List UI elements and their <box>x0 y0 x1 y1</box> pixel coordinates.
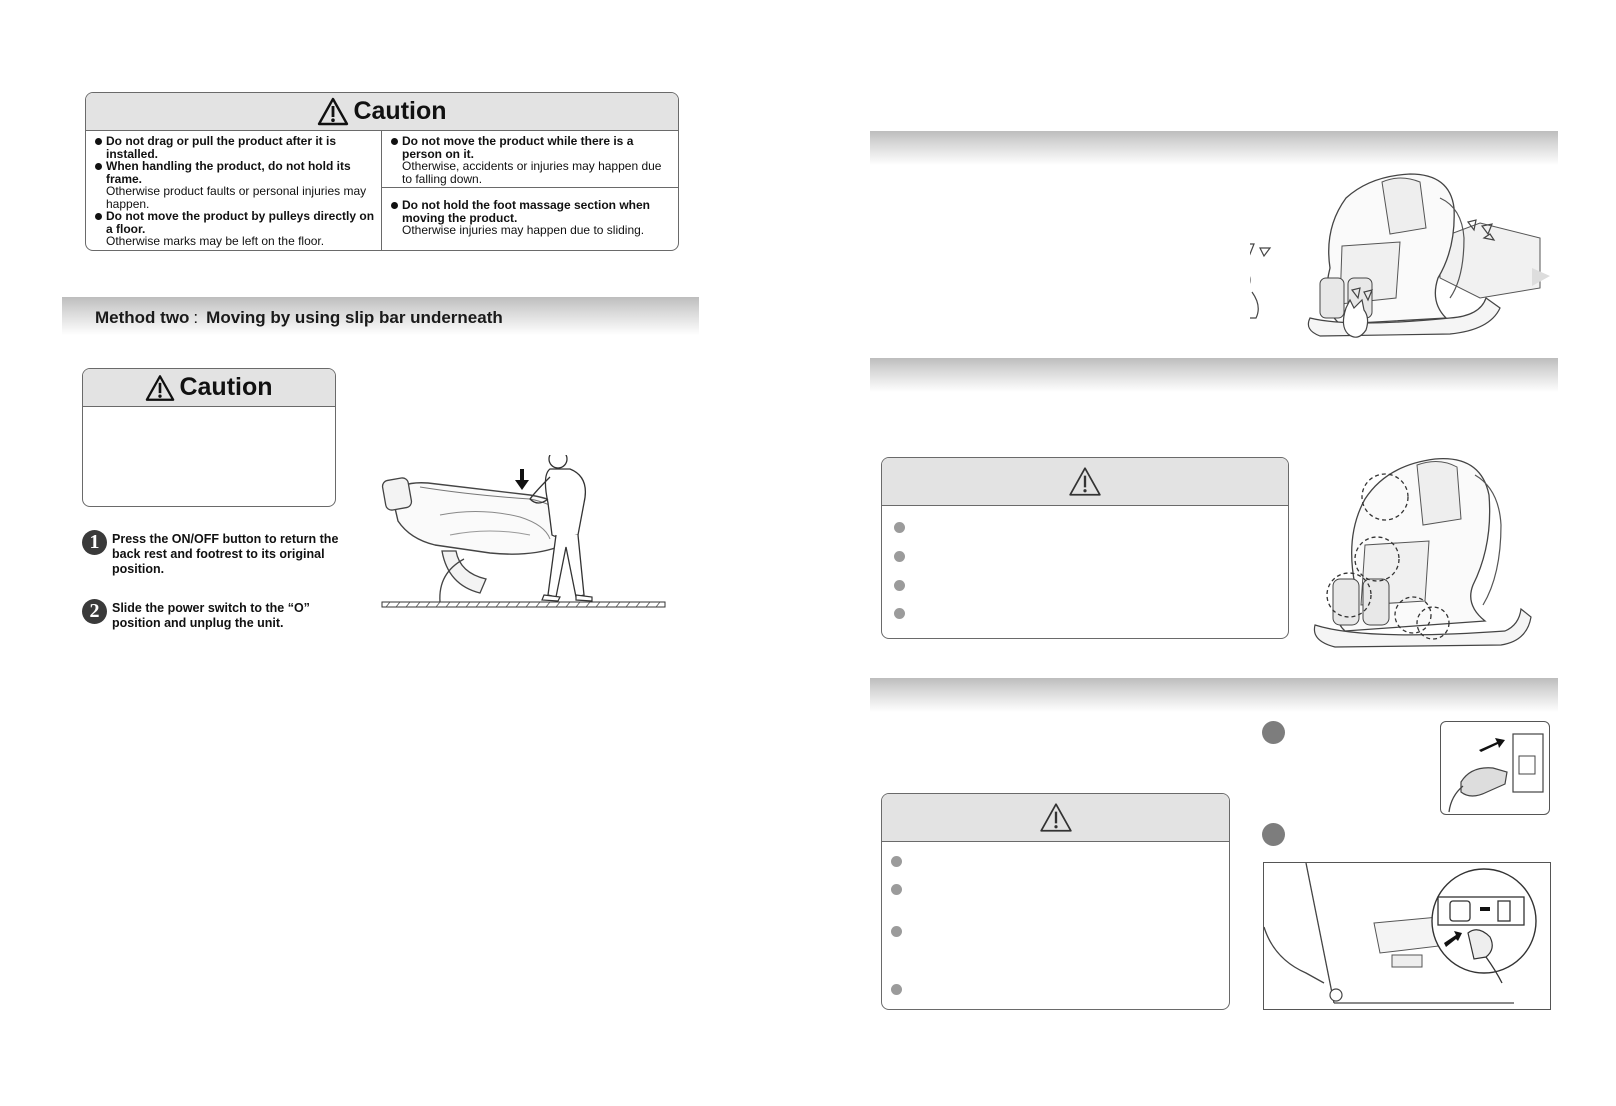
caution-item-person: Do not move the product while there is a person on it. Otherwise, accidents or injuries may happen due to falling down. <box>391 135 672 185</box>
child-pet-safety-illustration <box>1250 168 1550 358</box>
warning-triangle-icon <box>1039 802 1073 833</box>
step-1 <box>82 530 342 577</box>
caution-header <box>882 794 1229 842</box>
plug-wall-socket-frame <box>1440 721 1550 815</box>
plug-wall-socket-illustration <box>1441 722 1549 814</box>
caution-header <box>83 369 335 407</box>
step-2 <box>82 599 342 631</box>
caution-title: Caution <box>353 97 447 125</box>
step-text: Slide the power switch to the “O” position and unplug the unit. <box>112 601 310 630</box>
caution-box-power <box>881 793 1230 1010</box>
step-text: Press the ON/OFF button to return the back rest and footrest to its original position. <box>112 532 339 576</box>
caution-header <box>86 93 678 131</box>
bullet <box>891 856 902 867</box>
bullet <box>894 551 905 562</box>
bullet <box>891 984 902 995</box>
down-arrow-icon <box>515 469 529 490</box>
bullet <box>894 522 905 533</box>
method-two-section-bar <box>62 297 699 335</box>
warning-triangle-icon <box>317 97 349 126</box>
caution-box-slip-bar <box>82 368 336 507</box>
step-number: 1 <box>82 530 107 555</box>
caution-box-moving <box>85 92 679 251</box>
step-circle-2 <box>1262 823 1285 846</box>
bullet <box>891 926 902 937</box>
tilting-chair-illustration <box>380 455 670 615</box>
bullet <box>891 884 902 895</box>
caution-box-pinch-points <box>881 457 1289 639</box>
caution-item-frame: When handling the product, do not hold its frame. Otherwise product faults or personal injuries may happen. <box>95 160 375 210</box>
method-two-label: Method two <box>95 308 190 327</box>
bullet <box>894 608 905 619</box>
method-two-separator: : <box>193 308 199 327</box>
plug-arrow-icon <box>1479 738 1505 752</box>
caution-header <box>882 458 1288 506</box>
caution-item-pulleys: Do not move the product by pulleys directly on a floor. Otherwise marks may be left on the floor. <box>95 210 375 248</box>
caution-title: Caution <box>179 373 273 401</box>
warning-triangle-icon <box>1068 466 1102 497</box>
step-circle-1 <box>1262 721 1285 744</box>
bullet <box>894 580 905 591</box>
power-inlet-frame <box>1263 862 1551 1010</box>
step-number: 2 <box>82 599 107 624</box>
pinch-points-illustration <box>1305 455 1535 650</box>
section-bar-3 <box>870 678 1558 712</box>
caution-item-foot: Do not hold the foot massage section when moving the product. Otherwise injuries may happen due to sliding. <box>391 199 672 237</box>
power-inlet-illustration <box>1264 863 1550 1009</box>
caution-item-drag: Do not drag or pull the product after it is installed. <box>95 135 375 160</box>
section-bar-1 <box>870 131 1558 165</box>
method-two-title: Moving by using slip bar underneath <box>206 308 503 327</box>
warning-triangle-icon <box>145 374 175 402</box>
section-bar-2 <box>870 358 1558 392</box>
